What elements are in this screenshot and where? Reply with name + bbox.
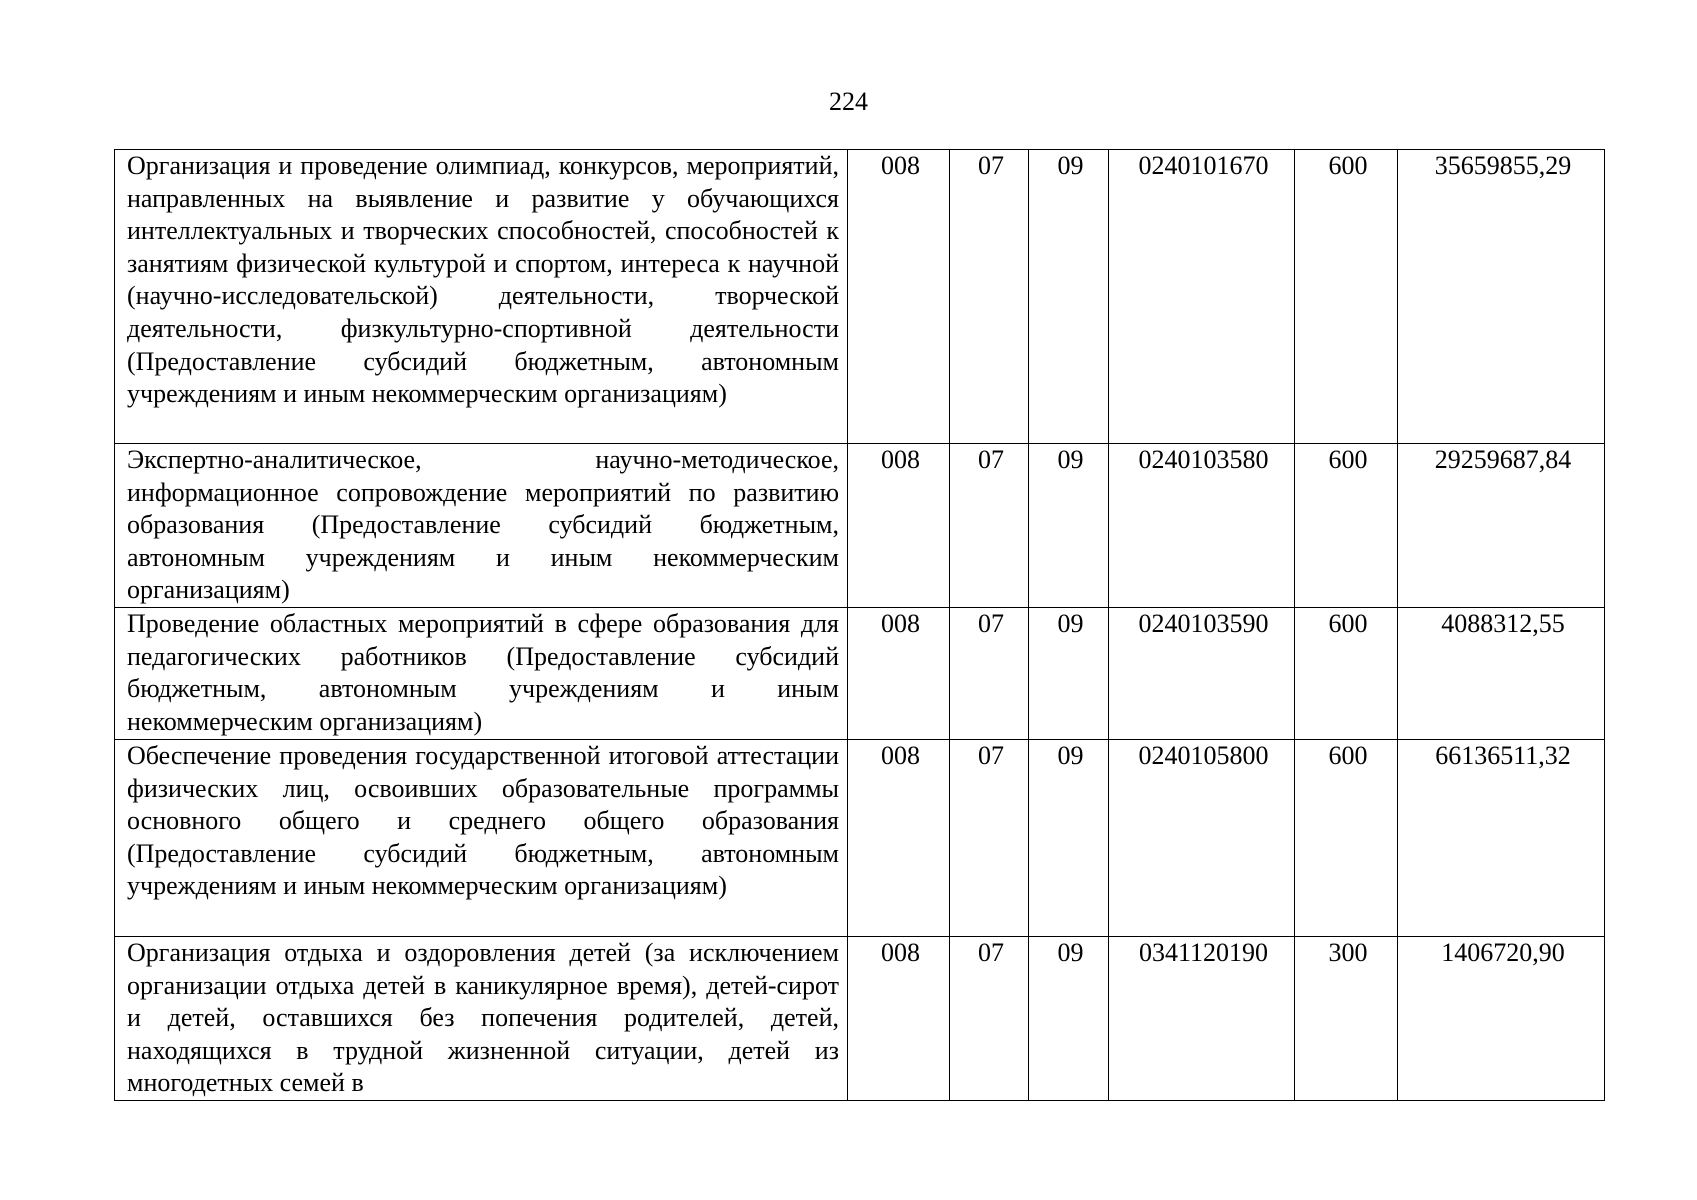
amount: 1406720,90 [1398,937,1605,1101]
target-article-code: 0240103580 [1109,444,1295,608]
expense-type-code: 600 [1295,444,1398,608]
amount: 35659855,29 [1398,150,1605,444]
amount: 66136511,32 [1398,740,1605,937]
subsection-code: 09 [1029,150,1109,444]
row-description: Организация отдыха и оздоровления детей (за исключением организации отдыха детей в каникулярное время), детей-сирот и детей, оставшихся без попечения родителей, детей, находящихся в трудной жизненной ситуации, детей из многодетных семей в [115,937,848,1101]
target-article-code: 0240101670 [1109,150,1295,444]
expense-type-code: 600 [1295,740,1398,937]
ministry-code: 008 [848,150,950,444]
table-row [115,740,1605,937]
target-article-code: 0240105800 [1109,740,1295,937]
page-number: 224 [829,87,868,116]
table-row [115,444,1605,608]
row-description: Экспертно-аналитическое, научно-методическое, информационное сопровождение мероприятий по развитию образования (Предоставление субсидий бюджетным, автономным учреждениям и иным некоммерческим организациям) [115,444,848,608]
budget-table [114,149,1605,1101]
subsection-code: 09 [1029,740,1109,937]
amount: 29259687,84 [1398,444,1605,608]
row-description: Организация и проведение олимпиад, конкурсов, мероприятий, направленных на выявление и развитие у обучающихся интеллектуальных и творческих способностей, способностей к занятиям физической культурой и спортом, интереса к научной (научно-исследовательской) деятельности, творческой деятельности, физкультурно-спортивной деятельности (Предоставление субсидий бюджетным, автономным учреждениям и иным некоммерческим организациям) [115,150,848,444]
table-row [115,608,1605,740]
row-description: Обеспечение проведения государственной итоговой аттестации физических лиц, освоивших образовательные программы основного общего и среднего общего образования (Предоставление субсидий бюджетным, автономным учреждениям и иным некоммерческим организациям) [115,740,848,937]
section-code: 07 [950,150,1029,444]
table-row [115,937,1605,1101]
section-code: 07 [950,740,1029,937]
target-article-code: 0341120190 [1109,937,1295,1101]
ministry-code: 008 [848,444,950,608]
amount: 4088312,55 [1398,608,1605,740]
table-row [115,150,1605,444]
expense-type-code: 300 [1295,937,1398,1101]
subsection-code: 09 [1029,608,1109,740]
subsection-code: 09 [1029,444,1109,608]
expense-type-code: 600 [1295,150,1398,444]
ministry-code: 008 [848,740,950,937]
expense-type-code: 600 [1295,608,1398,740]
subsection-code: 09 [1029,937,1109,1101]
section-code: 07 [950,608,1029,740]
ministry-code: 008 [848,608,950,740]
section-code: 07 [950,937,1029,1101]
ministry-code: 008 [848,937,950,1101]
section-code: 07 [950,444,1029,608]
row-description: Проведение областных мероприятий в сфере образования для педагогических работников (Предоставление субсидий бюджетным, автономным учреждениям и иным некоммерческим организациям) [115,608,848,740]
target-article-code: 0240103590 [1109,608,1295,740]
